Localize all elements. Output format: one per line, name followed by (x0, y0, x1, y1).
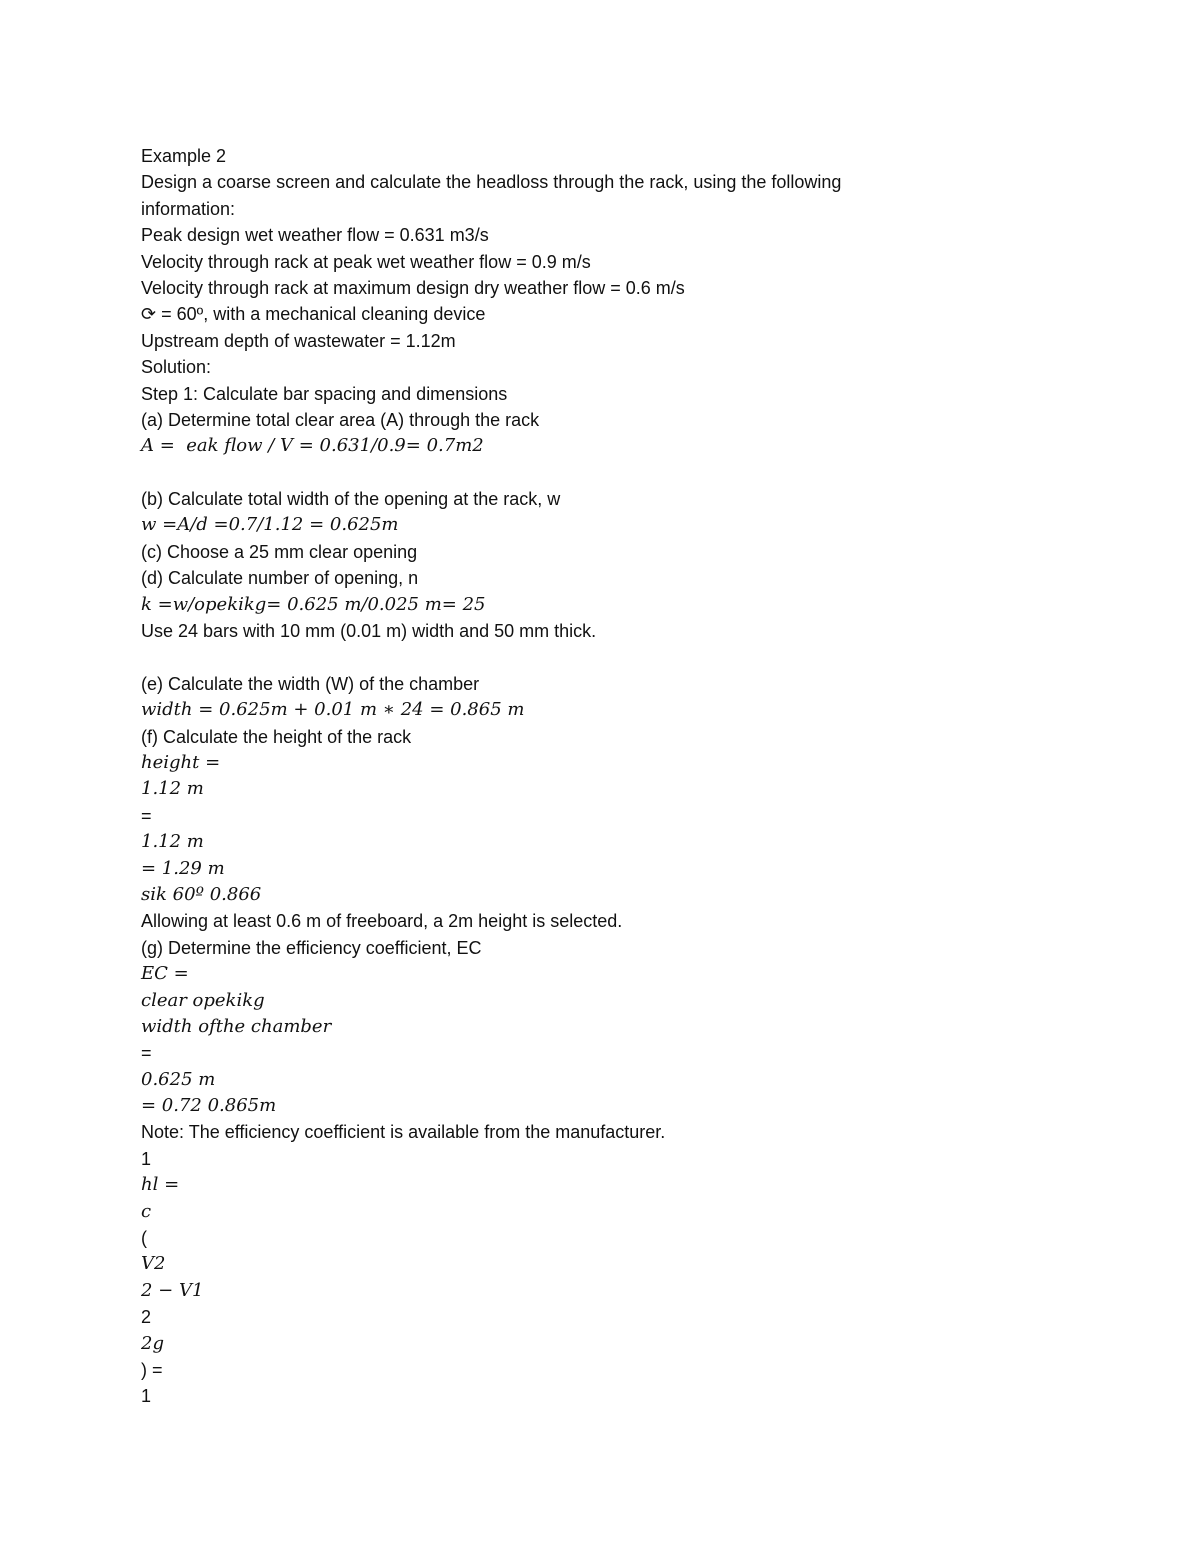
text-line: 1.12 m (141, 831, 204, 853)
text-line: 1 (141, 1386, 152, 1407)
text-line: = (141, 805, 152, 826)
text-line: information: (141, 198, 236, 219)
blank-line (141, 460, 1141, 486)
text-line: 2 (141, 1307, 152, 1328)
text-line: Design a coarse screen and calculate the headloss through the rack, using the following (141, 172, 842, 193)
text-line: Velocity through rack at peak wet weather flow = 0.9 m/s (141, 251, 591, 272)
text-line: hl = (141, 1174, 180, 1196)
text-line: Peak design wet weather flow = 0.631 m3/s (141, 225, 489, 246)
text-line: 1.12 m (141, 778, 204, 800)
text-line: A = eak flow / V = 0.631/0.9= 0.7m2 (141, 435, 484, 457)
text-line: Use 24 bars with 10 mm (0.01 m) width and 50 mm thick. (141, 621, 597, 642)
text-line: V2 (141, 1253, 166, 1275)
blank-line (141, 644, 1141, 670)
text-line: Solution: (141, 357, 212, 378)
text-line: Note: The efficiency coefficient is available from the manufacturer. (141, 1122, 666, 1143)
text-line: Upstream depth of wastewater = 1.12m (141, 330, 456, 351)
text-line: c (141, 1200, 152, 1222)
text-line: ( (141, 1228, 147, 1249)
text-line: ⟳ = 60º, with a mechanical cleaning device (141, 304, 486, 325)
text-line: = 1.29 m (141, 857, 225, 879)
text-line: (c) Choose a 25 mm clear opening (141, 541, 418, 562)
text-line: Step 1: Calculate bar spacing and dimensions (141, 383, 508, 404)
text-line: sik 60º 0.866 (141, 883, 262, 905)
text-line: width = 0.625m + 0.01 m ∗ 24 = 0.865 m (141, 699, 525, 721)
text-line: (a) Determine total clear area (A) through the rack (141, 409, 540, 430)
text-line: EC = (141, 963, 189, 985)
text-line: ) = (141, 1359, 163, 1380)
document-body (141, 143, 1141, 1410)
text-line: Allowing at least 0.6 m of freeboard, a 2m height is selected. (141, 911, 623, 932)
text-line: = 0.72 0.865m (141, 1095, 277, 1117)
text-line: (g) Determine the efficiency coefficient, EC (141, 937, 482, 958)
text-line: height = (141, 751, 221, 773)
text-line: (b) Calculate total width of the opening at the rack, w (141, 489, 561, 510)
text-line: k =w/opekikg= 0.625 m/0.025 m= 25 (141, 593, 486, 615)
text-line: 2 − V1 (141, 1279, 204, 1301)
text-line: (e) Calculate the width (W) of the chamber (141, 673, 480, 694)
text-line: 0.625 m (141, 1068, 216, 1090)
text-line: clear opekikg (141, 989, 265, 1011)
text-line: Example 2 (141, 146, 227, 166)
text-line: w =A/d =0.7/1.12 = 0.625m (141, 514, 399, 536)
text-line: (d) Calculate number of opening, n (141, 568, 419, 589)
text-line: Velocity through rack at maximum design dry weather flow = 0.6 m/s (141, 277, 685, 298)
text-line: = (141, 1043, 152, 1064)
text-line: width ofthe chamber (141, 1015, 332, 1037)
text-line: (f) Calculate the height of the rack (141, 726, 412, 747)
text-line: 2g (141, 1332, 164, 1354)
text-line: 1 (141, 1148, 152, 1169)
